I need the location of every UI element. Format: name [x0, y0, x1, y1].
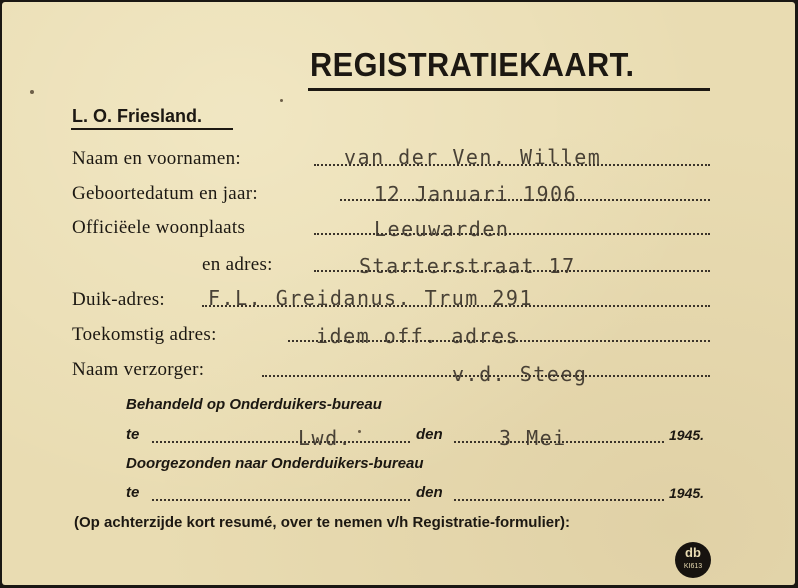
label-duik-adres: Duik-adres: [72, 289, 165, 310]
label-geboortedatum: Geboortedatum en jaar: [72, 183, 258, 204]
doorgezonden-year: 1945. [669, 485, 705, 501]
value-duik-adres: F.L. Greidanus. Trum 291 [208, 286, 533, 310]
behandeld-year: 1945. [669, 427, 705, 443]
paper-speck [30, 90, 34, 94]
doorgezonden-heading: Doorgezonden naar Onderduikers-bureau [126, 455, 424, 472]
label-toekomstig-adres: Toekomstig adres: [72, 324, 217, 345]
value-adres: Starterstraat 17 [359, 254, 576, 278]
behandeld-heading: Behandeld op Onderduikers-bureau [126, 396, 382, 413]
value-toekomstig-adres: idem off. adres [316, 324, 520, 348]
title-underline [308, 88, 710, 91]
organisation-underline [71, 128, 233, 130]
organisation-name: L. O. Friesland. [72, 106, 203, 126]
behandeld-te-label: te [126, 426, 140, 443]
value-woonplaats: Leeuwarden [374, 217, 510, 241]
doorgezonden-den-label: den [416, 484, 443, 501]
stamp-code: KI613 [683, 563, 703, 570]
paper-speck [358, 430, 361, 433]
dotted-line-doorgezonden-te [152, 499, 410, 501]
back-side-note: (Op achterzijde kort resumé, over te nemen v/h Registratie-formulier): [74, 514, 570, 531]
behandeld-te-value: Lwd. [298, 426, 353, 450]
behandeld-den-value: 3 Mei [499, 426, 567, 450]
label-naam: Naam en voornamen: [72, 148, 241, 169]
doorgezonden-te-label: te [126, 484, 140, 501]
label-verzorger: Naam verzorger: [72, 359, 205, 380]
archive-stamp [675, 542, 711, 578]
behandeld-den-label: den [416, 426, 443, 443]
registration-card [2, 2, 795, 585]
label-adres: en adres: [202, 254, 273, 275]
dotted-line-doorgezonden-den [454, 499, 664, 501]
value-verzorger: v.d. Steeg [452, 362, 588, 386]
value-naam: van der Ven. Willem [344, 145, 602, 169]
value-geboortedatum: 12 Januari 1906 [374, 182, 578, 206]
card-title: REGISTRATIEKAART. [310, 46, 635, 83]
stamp-text: db [685, 545, 701, 560]
label-woonplaats: Officiëele woonplaats [72, 217, 246, 238]
paper-speck [280, 99, 283, 102]
dotted-line-behandeld-te [152, 441, 410, 443]
